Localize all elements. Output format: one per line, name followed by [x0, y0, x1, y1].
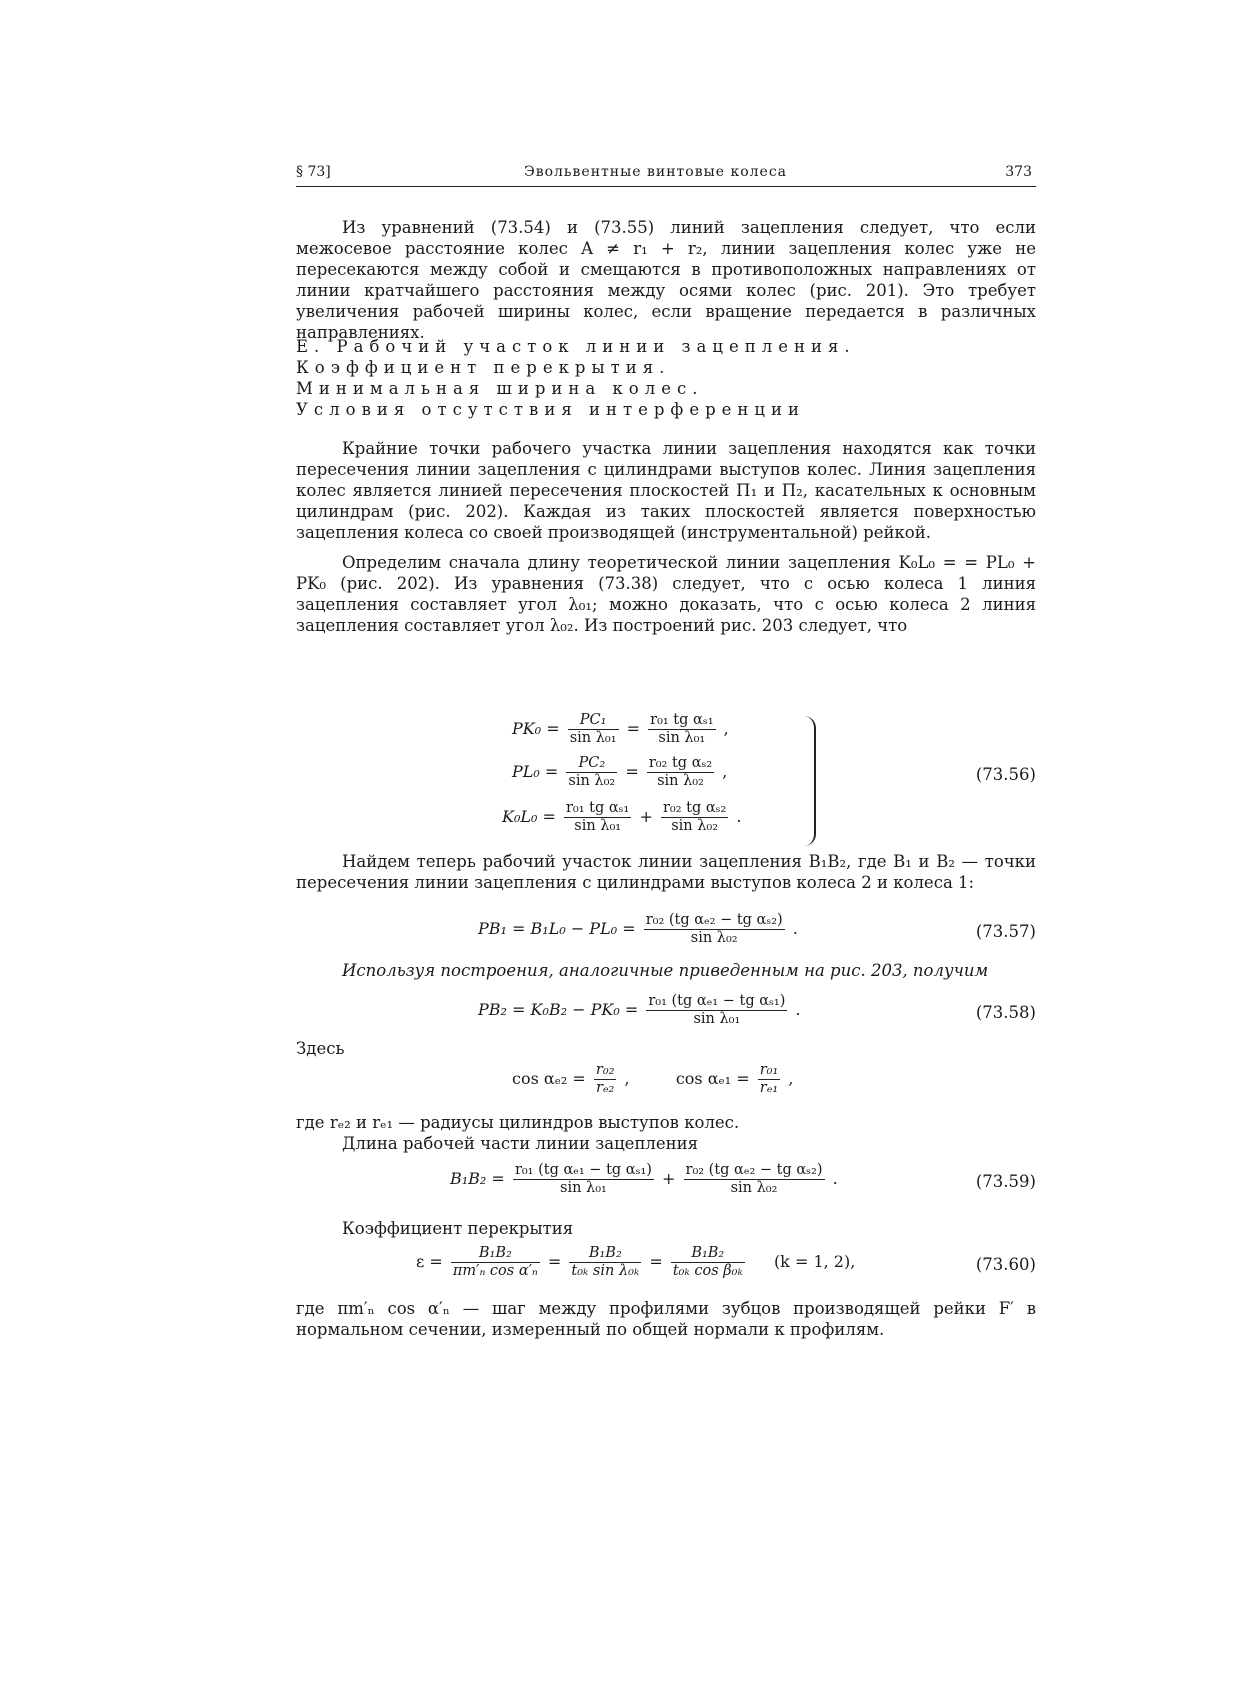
- paragraph-5: Используя построения, аналогичные приведенным на рис. 203, получим: [342, 961, 989, 980]
- equation-number-73-58: (73.58): [975, 1003, 1036, 1022]
- section-heading-line-2: Коэффициент перекрытия.: [296, 358, 671, 377]
- paragraph-4: Найдем теперь рабочий участок линии зацепления B₁B₂, где B₁ и B₂ — точки пересечения линии зацепления с цилиндрами выступов колеса 2 и колеса 1:: [296, 852, 1036, 892]
- section-heading-line-1: Е. Рабочий участок линии зацепления.: [296, 337, 856, 356]
- paragraph-7: где rₑ₂ и rₑ₁ — радиусы цилиндров выступов колес.: [296, 1113, 740, 1132]
- equation-number-73-57: (73.57): [975, 922, 1036, 941]
- paragraph-3: Определим сначала длину теоретической линии зацепления K₀L₀ = = PL₀ + PK₀ (рис. 202). Из уравнения (73.38) следует, что с осью колеса 1 линия зацепления составляет угол λ₀₁; можно доказать, что с осью колеса 2 линия зацепления составляет угол λ₀₂. Из построений рис. 203 следует, что: [296, 553, 1036, 635]
- paragraph-9: Коэффициент перекрытия: [342, 1219, 574, 1238]
- paragraph-8: Длина рабочей части линии зацепления: [342, 1134, 699, 1153]
- paragraph-10: где πm′ₙ cos α′ₙ — шаг между профилями зубцов производящей рейки F′ в нормальном сечении, измеренный по общей нормали к профилям.: [296, 1299, 1036, 1339]
- equation-73-59: B₁B₂ = $\frac{\text{r₀₁ (tg αₑ₁ − tg αₛ₁)}}{\text{sin λ₀₁}}$ + $\frac{\text{r₀₂ (tg αₑ₂ − tg αₛ₂)}}{\text{sin λ₀₂}}$ .: [450, 1162, 838, 1196]
- paragraph-6: Здесь: [296, 1039, 345, 1058]
- page-number: 373: [1005, 164, 1032, 180]
- equation-73-56-line-2: PL₀ = $\frac{\text{PC₂}}{\text{sin λ₀₂}}$ = $\frac{\text{r₀₂ tg αₛ₂}}{\text{sin λ₀₂}}$ ,: [512, 755, 728, 789]
- paragraph-1: Из уравнений (73.54) и (73.55) линий зацепления следует, что если межосевое расстояние колес A ≠ r₁ + r₂, линии зацепления колес уже не пересекаются между собой и смещаются в противоположных направлениях от линии кратчайшего расстояния между осями колес (рис. 201). Это требует увеличения рабочей ширины колес, если вращение передается в различных направлениях.: [296, 218, 1036, 342]
- equation-cos: cos αₑ₂ = $\frac{\text{r₀₂}}{\text{rₑ₂}}$ , cos αₑ₁ = $\frac{\text{r₀₁}}{\text{rₑ₁}}$ ,: [512, 1062, 794, 1096]
- equation-73-56-line-3: K₀L₀ = $\frac{\text{r₀₁ tg αₛ₁}}{\text{sin λ₀₁}}$ + $\frac{\text{r₀₂ tg αₛ₂}}{\text{sin λ₀₂}}$ .: [502, 800, 742, 834]
- equation-73-58: PB₂ = K₀B₂ − PK₀ = $\frac{\text{r₀₁ (tg αₑ₁ − tg αₛ₁)}}{\text{sin λ₀₁}}$ .: [478, 993, 801, 1027]
- section-number: § 73]: [296, 164, 331, 180]
- equation-system-brace: [800, 716, 816, 846]
- section-heading-line-4: Условия отсутствия интерференции: [296, 400, 806, 419]
- section-heading-line-3: Минимальная ширина колес.: [296, 379, 704, 398]
- paragraph-2: Крайние точки рабочего участка линии зацепления находятся как точки пересечения линии зацепления с цилиндрами выступов колес. Линия зацепления колес является линией пересечения плоскостей Π₁ и Π₂, касательных к основным цилиндрам (рис. 202). Каждая из таких плоскостей является поверхностью зацепления колеса со своей производящей (инструментальной) рейкой.: [296, 439, 1036, 542]
- equation-number-73-60: (73.60): [975, 1255, 1036, 1274]
- running-title: Эвольвентные винтовые колеса: [524, 164, 788, 180]
- equation-73-56-line-1: PK₀ = $\frac{\text{PC₁}}{\text{sin λ₀₁}}$ = $\frac{\text{r₀₁ tg αₛ₁}}{\text{sin λ₀₁}}$ ,: [512, 712, 729, 746]
- equation-73-57: PB₁ = B₁L₀ − PL₀ = $\frac{\text{r₀₂ (tg αₑ₂ − tg αₛ₂)}}{\text{sin λ₀₂}}$ .: [478, 912, 798, 946]
- equation-number-73-59: (73.59): [975, 1172, 1036, 1191]
- running-header: [296, 160, 1036, 187]
- equation-73-60: ε = $\frac{\text{B₁B₂}}{\text{πm′ₙ cos α′ₙ}}$ = $\frac{\text{B₁B₂}}{\text{t₀ₖ sin λ₀ₖ}}$ = $\frac{\text{B₁B₂}}{\text{t₀ₖ cos β₀ₖ}}$ (k = 1, 2),: [416, 1245, 856, 1279]
- equation-number-73-56: (73.56): [975, 765, 1036, 784]
